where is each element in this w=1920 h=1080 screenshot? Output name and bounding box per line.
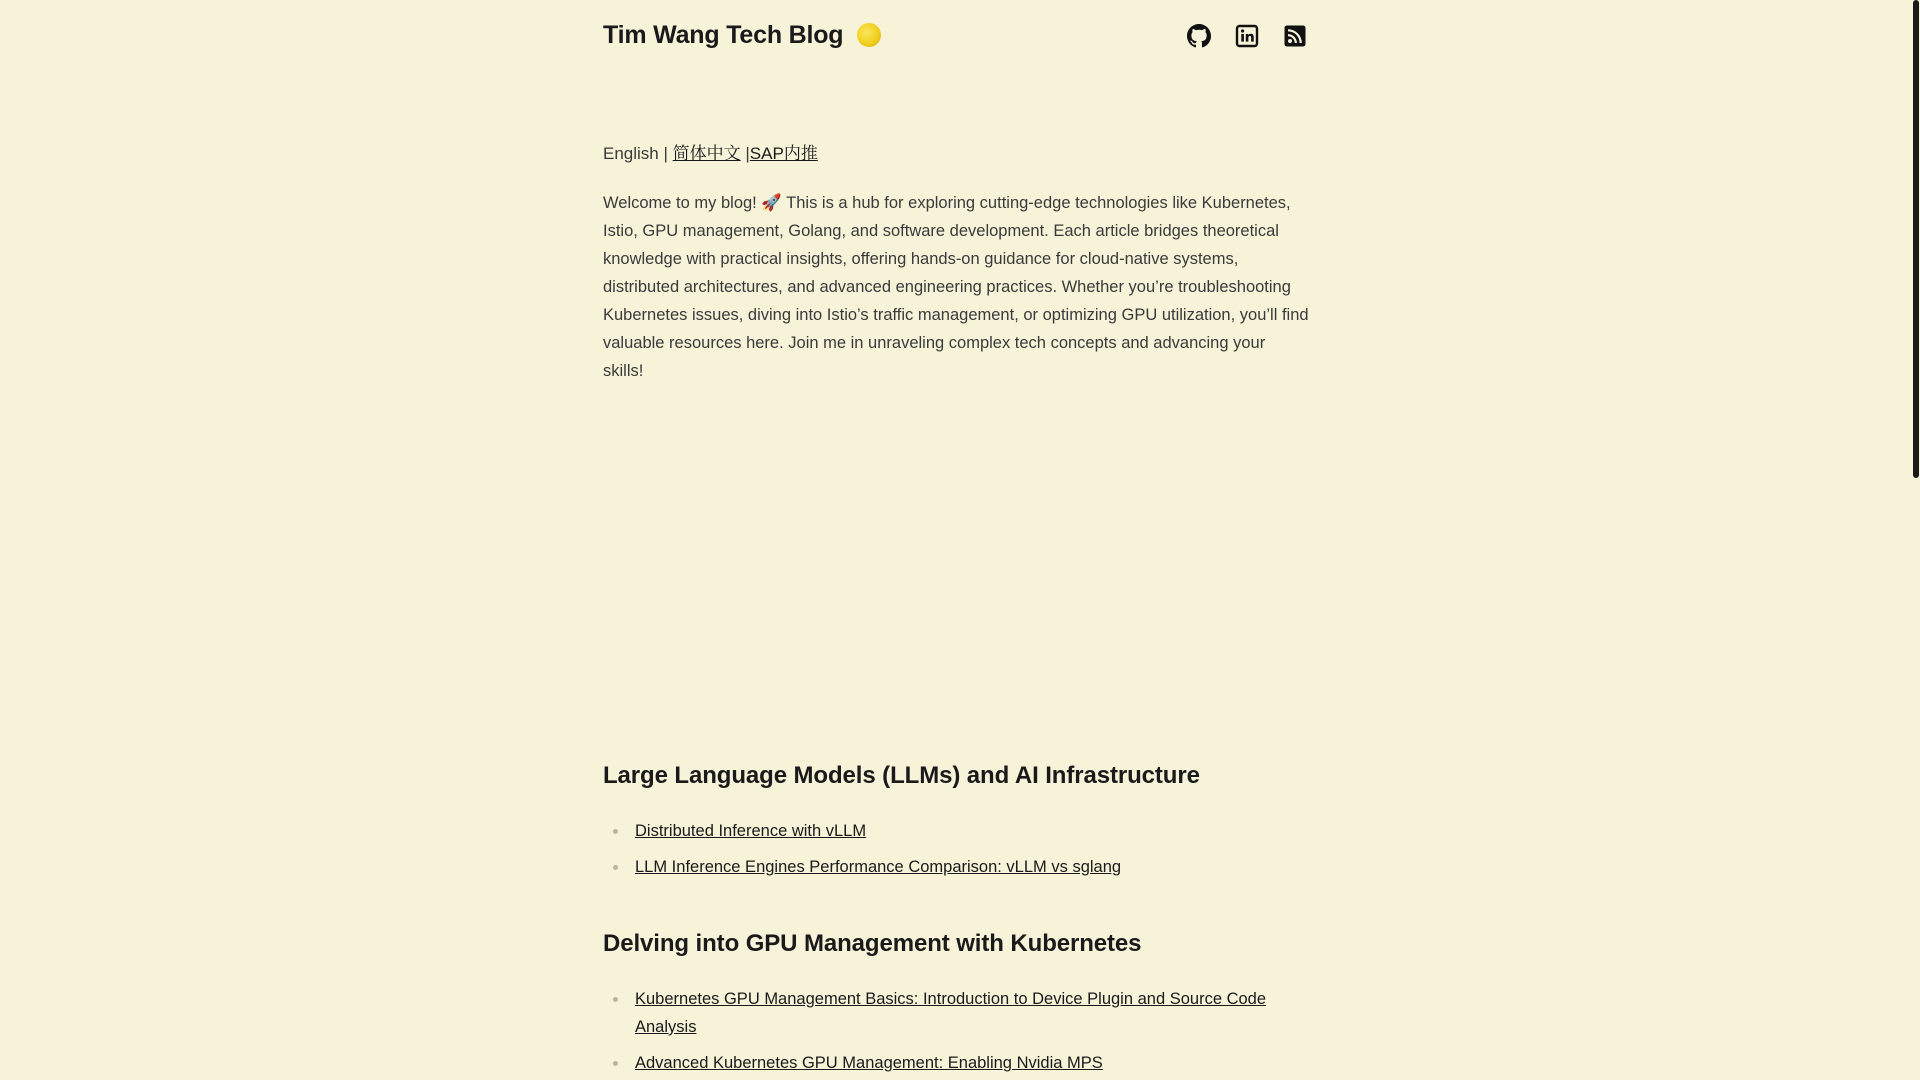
post-link[interactable]: LLM Inference Engines Performance Comparison: vLLM vs sglang (635, 858, 1122, 876)
list-item (603, 985, 1310, 1041)
scrollbar-thumb[interactable] (1913, 0, 1919, 478)
bullet (613, 829, 618, 834)
post-list-llm (603, 817, 1310, 889)
list-item (603, 853, 1310, 881)
bullet (613, 1061, 618, 1066)
list-item (603, 1049, 1310, 1077)
post-list-gpu (603, 985, 1310, 1080)
sun-icon[interactable] (857, 23, 881, 47)
site-title[interactable]: Tim Wang Tech Blog (603, 21, 844, 49)
linkedin-icon[interactable] (1235, 24, 1259, 48)
ad-placeholder (603, 410, 1310, 730)
post-link[interactable]: Advanced Kubernetes GPU Management: Enabling Nvidia MPS (635, 1054, 1103, 1072)
page-container (603, 0, 1310, 1080)
site-header (603, 18, 1310, 54)
lang-current: English | (603, 144, 668, 163)
section-title-llm: Large Language Models (LLMs) and AI Infrastructure (603, 762, 1200, 789)
lang-chinese-link[interactable]: 简体中文 (672, 144, 741, 163)
bullet (613, 997, 618, 1002)
intro-paragraph: Welcome to my blog! 🚀 This is a hub for exploring cutting-edge technologies like Kubernetes, Istio, GPU management, Golang, and software development. Each article bridges theoretical knowledge with practical insights, offering hands-on guidance for cloud-native systems, distributed architectures, and advanced engineering practices. Whether you’re troubleshooting Kubernetes issues, diving into Istio’s traffic management, or optimizing GPU utilization, you’ll find valuable resources here. Join me in unraveling complex tech concepts and advancing your skills! (603, 194, 1309, 380)
post-link[interactable]: Distributed Inference with vLLM (635, 822, 867, 840)
rss-icon[interactable] (1283, 24, 1307, 48)
list-item (603, 817, 1310, 845)
github-icon[interactable] (1187, 24, 1211, 48)
scrollbar-track[interactable] (1912, 0, 1920, 1080)
bullet (613, 865, 618, 870)
language-switcher (603, 142, 818, 166)
post-link[interactable]: Kubernetes GPU Management Basics: Introduction to Device Plugin and Source Code Analysis (635, 990, 1267, 1036)
section-title-gpu: Delving into GPU Management with Kubernetes (603, 930, 1142, 957)
sap-referral-link[interactable]: SAP内推 (749, 144, 818, 163)
lang-separator: | (745, 144, 750, 163)
